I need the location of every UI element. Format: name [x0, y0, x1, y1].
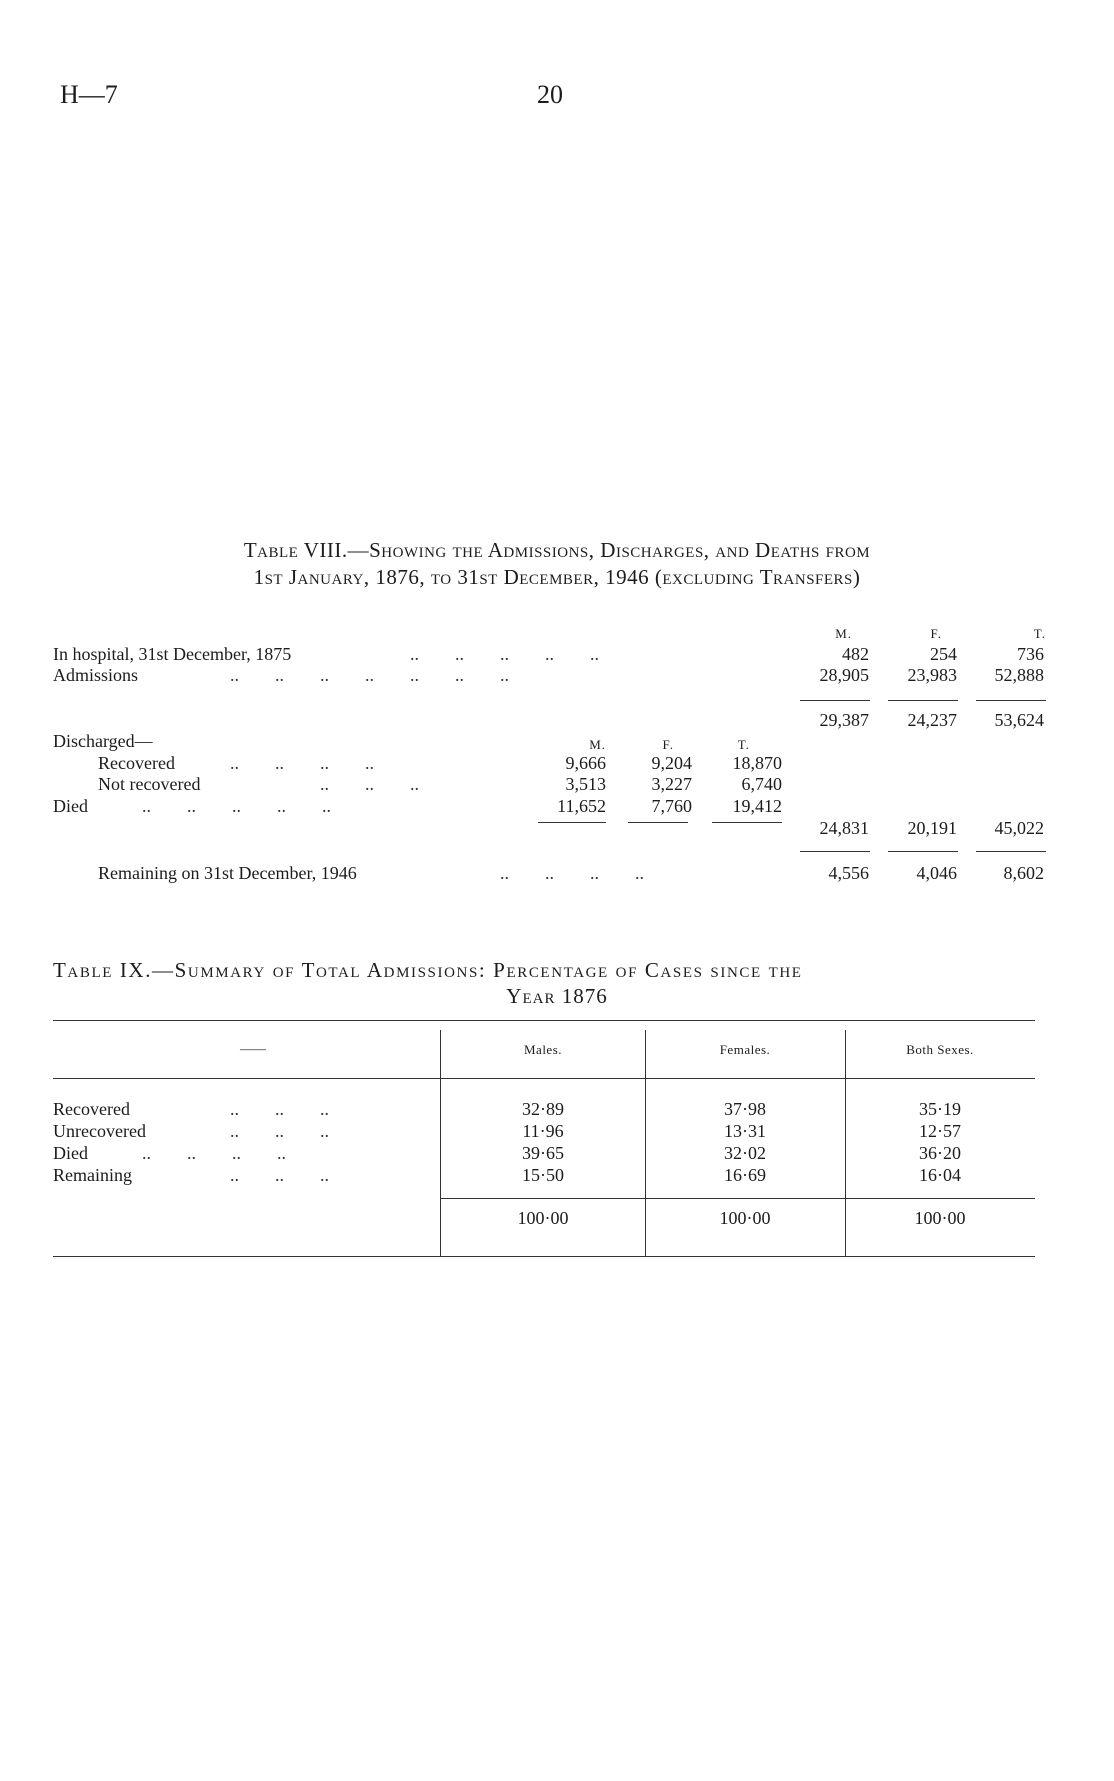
inner-rule-t [712, 822, 782, 823]
leader-dots: .. .. .. .. [500, 863, 644, 883]
header-blank: —— [240, 1041, 266, 1056]
row-label: Not recovered [98, 774, 201, 794]
leader-dots: .. .. .. .. .. [142, 796, 331, 816]
table-ix-title-line1: Table IX.—Summary of Total Admissions: Percentage of Cases since the [53, 958, 803, 982]
value-t: 53,624 [994, 710, 1044, 730]
rule-t [976, 700, 1046, 701]
value-f: 23,983 [907, 665, 957, 685]
leader-dots: .. .. .. [230, 1165, 329, 1185]
header-females: Females. [719, 1042, 771, 1057]
row-label: Remaining on 31st December, 1946 [98, 863, 357, 883]
value-f: 4,046 [916, 863, 957, 883]
value-f: 7,760 [651, 796, 692, 816]
value-m: 24,831 [819, 818, 869, 838]
value-f: 20,191 [907, 818, 957, 838]
value-m: 11,652 [557, 796, 606, 816]
leader-dots: .. .. .. [320, 774, 419, 794]
value-t: 52,888 [994, 665, 1044, 685]
table-viii-title-line2: 1st January, 1876, to 31st December, 1946 (excluding Transfers) [253, 565, 861, 589]
discharged-label: Discharged— [53, 731, 153, 751]
value-t: 18,870 [732, 753, 782, 773]
value-m: 29,387 [819, 710, 869, 730]
value-females: 16·69 [724, 1165, 766, 1185]
row-label: Recovered [98, 753, 175, 773]
rule-f [888, 700, 958, 701]
value-f: 9,204 [651, 753, 692, 773]
col-header-t: T. [1033, 626, 1046, 641]
page-code: H—7 [60, 80, 118, 109]
row-label: Admissions [53, 665, 139, 685]
value-t: 19,412 [732, 796, 782, 816]
value-f: 3,227 [651, 774, 692, 794]
inner-col-header-f: F. [662, 737, 674, 752]
value-m: 482 [842, 644, 869, 664]
row-label: In hospital, 31st December, 1875 [53, 644, 292, 664]
rule-m-2 [800, 851, 870, 852]
leader-dots: .. .. .. .. .. .. .. [230, 665, 509, 685]
value-both: 35·19 [919, 1099, 961, 1119]
value-t: 736 [1017, 644, 1044, 664]
total-both: 100·00 [914, 1208, 966, 1228]
leader-dots: .. .. .. .. [230, 753, 374, 773]
row-label: Died [53, 1143, 88, 1163]
value-both: 16·04 [919, 1165, 961, 1185]
value-m: 3,513 [565, 774, 606, 794]
value-m: 28,905 [819, 665, 869, 685]
col-header-m: M. [835, 626, 852, 641]
value-t: 45,022 [994, 818, 1044, 838]
col-header-f: F. [930, 626, 942, 641]
total-females: 100·00 [719, 1208, 771, 1228]
row-label: Died [53, 796, 88, 816]
value-f: 254 [930, 644, 957, 664]
inner-rule-m [538, 822, 606, 823]
value-males: 15·50 [522, 1165, 564, 1185]
row-label: Unrecovered [53, 1121, 146, 1141]
value-females: 13·31 [724, 1121, 766, 1141]
value-both: 12·57 [919, 1121, 961, 1141]
row-label: Recovered [53, 1099, 130, 1119]
table-ix-top-rule [53, 1020, 1035, 1021]
leader-dots: .. .. .. [230, 1099, 329, 1119]
leader-dots: .. .. .. [230, 1121, 329, 1141]
value-t: 6,740 [741, 774, 782, 794]
header-males: Males. [523, 1042, 563, 1057]
inner-rule-f [628, 822, 688, 823]
value-males: 32·89 [522, 1099, 564, 1119]
value-t: 8,602 [1003, 863, 1044, 883]
value-f: 24,237 [907, 710, 957, 730]
value-both: 36·20 [919, 1143, 961, 1163]
value-females: 37·98 [724, 1099, 766, 1119]
total-males: 100·00 [517, 1208, 569, 1228]
value-m: 9,666 [565, 753, 606, 773]
header-both-sexes: Both Sexes. [906, 1042, 974, 1057]
table-viii-title-line1: Table VIII.—Showing the Admissions, Discharges, and Deaths from [243, 538, 871, 562]
totals-rule [440, 1198, 1035, 1199]
value-m: 4,556 [828, 863, 869, 883]
inner-col-header-t: T. [737, 737, 750, 752]
row-label: Remaining [53, 1165, 132, 1185]
leader-dots: .. .. .. .. [142, 1143, 286, 1163]
leader-dots: .. .. .. .. .. [410, 644, 599, 664]
page-number: 20 [537, 80, 563, 109]
value-females: 32·02 [724, 1143, 766, 1163]
rule-m [800, 700, 870, 701]
rule-f-2 [888, 851, 958, 852]
rule-t-2 [976, 851, 1046, 852]
table-ix-header-rule [53, 1078, 1035, 1079]
value-males: 39·65 [522, 1143, 564, 1163]
inner-col-header-m: M. [589, 737, 606, 752]
value-males: 11·96 [522, 1121, 564, 1141]
table-ix-bottom-rule [53, 1256, 1035, 1257]
table-ix-title-line2: Year 1876 [506, 984, 608, 1008]
